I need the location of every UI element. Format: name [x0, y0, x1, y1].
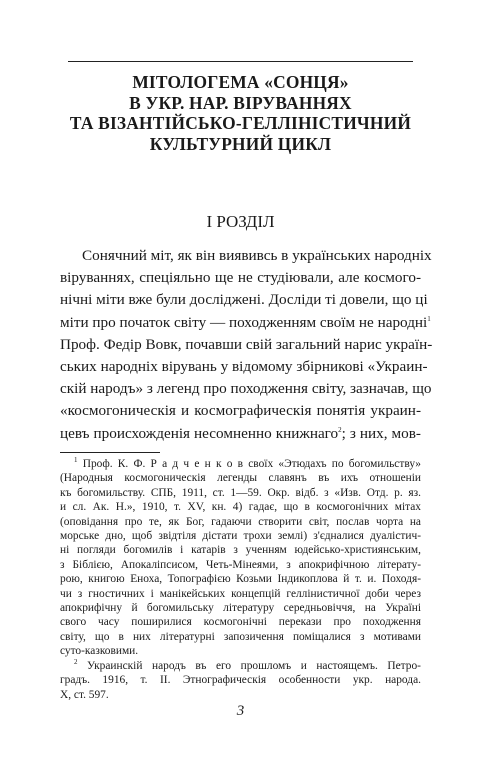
body-line: «космогоническія и космографическія понятія украин- — [60, 402, 421, 420]
footnote-1-line: чи з гностичних і манікейських концепцій геллінистичної доби через — [60, 587, 421, 600]
body-line — [60, 423, 421, 445]
body-line: Сонячний міт, як він виявивсь в українських народніх — [82, 247, 432, 264]
body-line: ських народніх вірувань у відомому збірникові «Украин- — [60, 358, 428, 376]
footnote-1-line: апокрифічну й богомильську літературу середньовіччя, на Україні — [60, 602, 421, 615]
body-line-text: міти про початок світу — походженням своїм не народні — [60, 313, 428, 331]
footnote-1-line — [60, 457, 421, 471]
page-number: 3 — [236, 703, 245, 719]
footnote-1-line: ні погляди богомилів і катарів з ученням юдейсько-християнським, — [60, 544, 421, 557]
footnote-ref-2: 2 — [338, 425, 342, 434]
footnote-1-line: (оповідання про те, як Бог, гадаючи створити світ, послав чорта на — [60, 515, 421, 528]
title-line-3: ТА ВІЗАНТІЙСЬКО-ГЕЛЛІНІСТИЧНИЙ — [69, 113, 412, 133]
footnote-2-marker: 2 — [74, 657, 78, 666]
footnote-2-line — [60, 659, 421, 673]
section-heading: І РОЗДІЛ — [206, 212, 275, 231]
footnote-separator — [60, 452, 160, 453]
body-line-text: ; з них, мов- — [341, 424, 421, 442]
footnote-1-marker: 1 — [74, 456, 78, 465]
body-line — [60, 312, 431, 334]
body-line: нічні міти вже були досліджені. Досліди ті довели, що ці — [60, 291, 428, 309]
footnote-1-line: з Біблією, Апокаліпсисом, Четь-Мінеями, з апокрифічною літерату- — [60, 558, 421, 571]
body-line: Проф. Федір Вовк, почавши свій загальний нарис україн- — [60, 335, 433, 353]
footnote-1-line: (Народныя космогоническія легенды славянъ въ ихъ отношеніи — [60, 472, 421, 485]
title-line-4: КУЛЬТУРНИЙ ЦИКЛ — [149, 133, 332, 154]
body-line-text: цевъ происхожденія несомненно книжнаго — [60, 424, 339, 442]
footnote-1-text: Проф. К. Ф. — [82, 458, 151, 470]
footnote-ref-1: 1 — [427, 314, 431, 323]
body-text — [60, 245, 433, 445]
footnote-1-line: къ богомильству. СПБ, 1911, ст. 1—59. Окр. відб. з «Изв. Отд. р. яз. — [60, 486, 421, 499]
footnote-1-line: рою, книгою Еноха, Топографією Козьми Індикоплова й т. и. Походя- — [60, 573, 421, 586]
footnote-1-line: суто-казковими. — [60, 645, 139, 658]
title-line-2: В УКР. НАР. ВІРУВАННЯХ — [129, 92, 352, 113]
footnote-1-line: морське дно, щоб звідтіля дістати трохи землі) з'єдналися дуалістич- — [60, 530, 421, 543]
footnote-2-text: Украинскій народъ въ его прошломъ и настоящемъ. Петро- — [87, 659, 421, 672]
footnote-1-line: свого часу поширилися космогонічні перекази про походження — [60, 616, 421, 629]
body-line: віруваннях, спеціяльно ще не студіювали, але космого- — [60, 269, 421, 287]
footnote-1-text: в своїх «Этюдахъ по богомильству» — [232, 458, 421, 470]
footnote-1-line: и сл. Ак. Н.», 1910, т. XV, кн. 4) гадає, що в космогонічних мітах — [60, 501, 421, 514]
footnote-2-line: X, ст. 597. — [60, 688, 109, 701]
title-line-1: МІТОЛОГЕМА «СОНЦЯ» — [132, 72, 349, 92]
body-line: скій народъ» з легенд про походження світу, зазначав, що — [60, 380, 432, 398]
footnote-2-line: градъ. 1916, т. II. Этнографическія особенности укр. народа. — [60, 674, 421, 687]
chapter-title — [60, 72, 421, 154]
footnotes — [60, 457, 421, 702]
footnote-1-spaced-name: Р а д ч е н к о — [150, 458, 233, 470]
header-rule — [68, 61, 413, 62]
footnote-1-line: світу, що в них літературні запозичення поміщалися з мотивами — [60, 630, 421, 643]
